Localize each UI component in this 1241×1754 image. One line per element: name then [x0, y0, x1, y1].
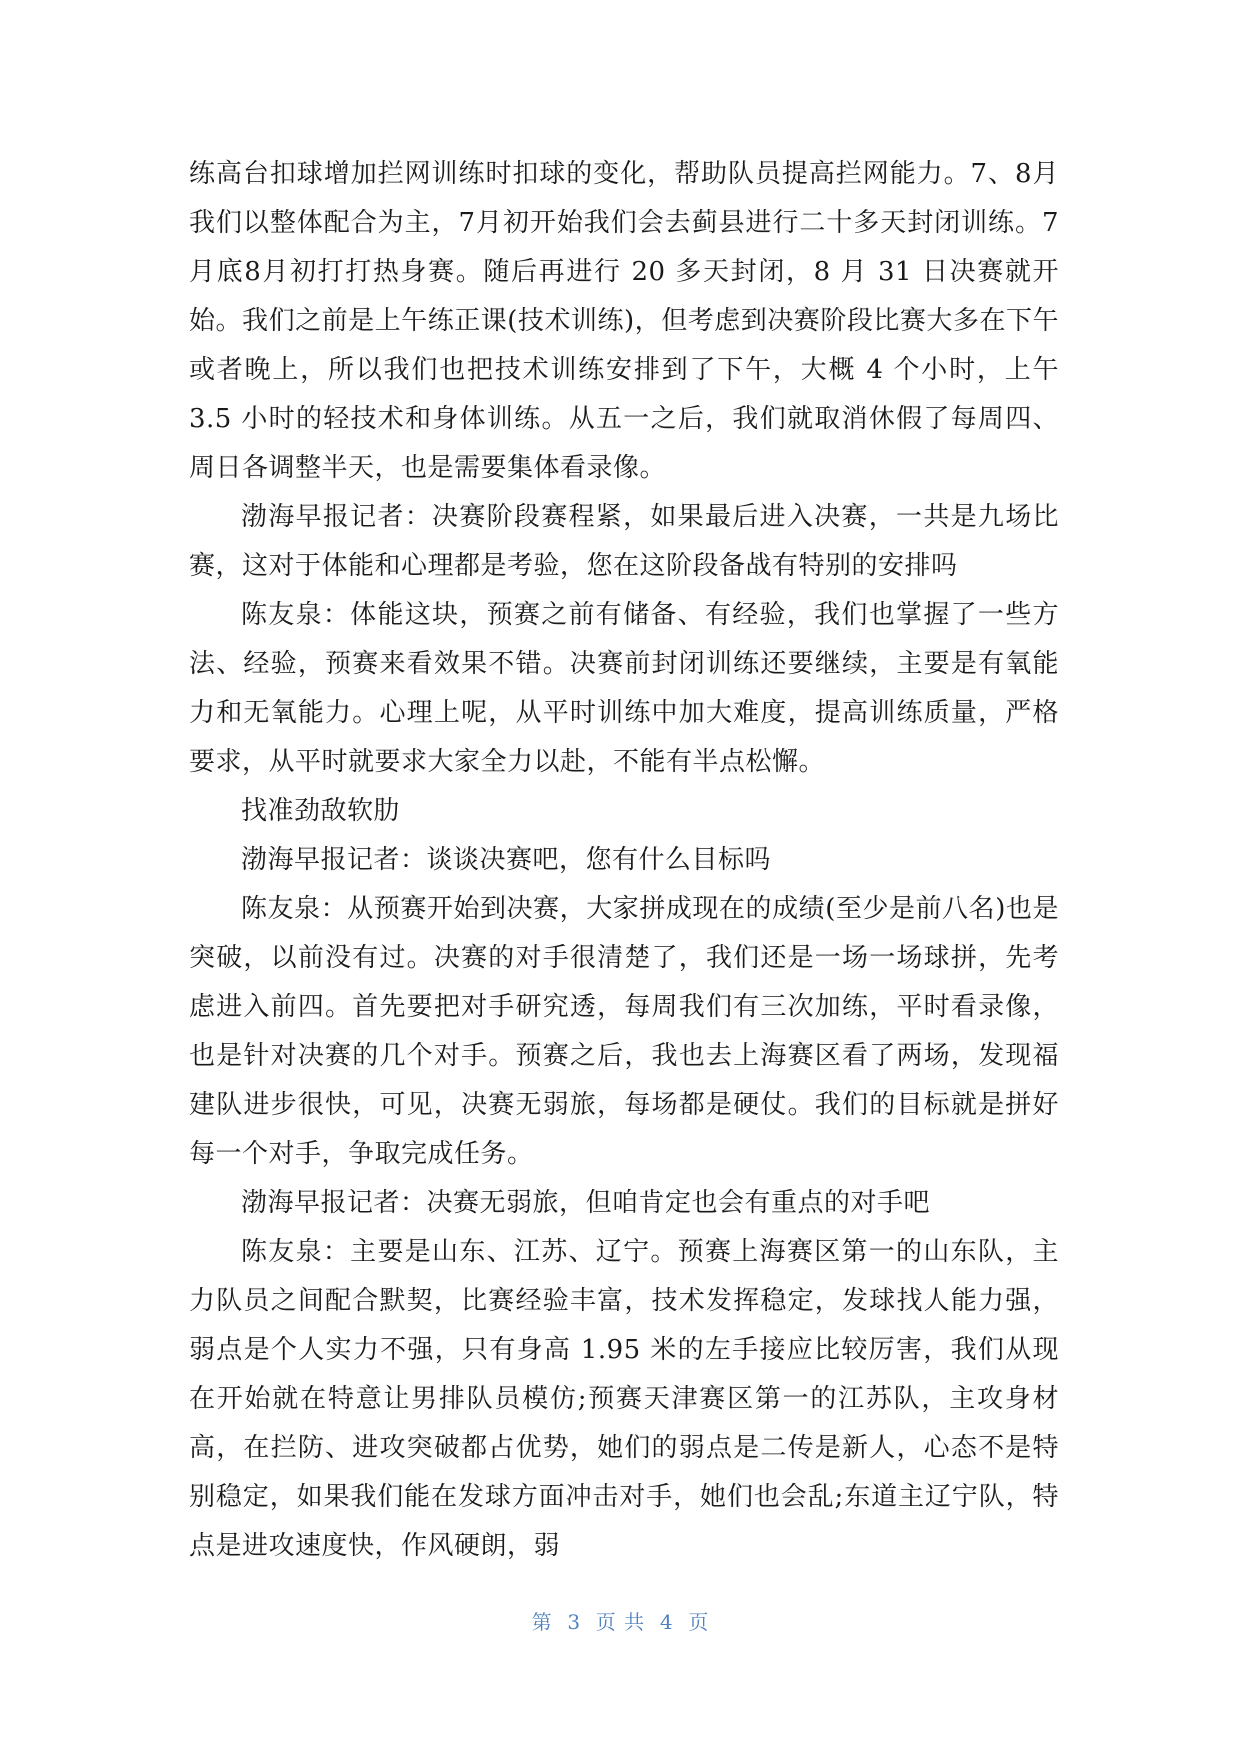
paragraph-reporter-question: 渤海早报记者：决赛无弱旅，但咱肯定也会有重点的对手吧	[241, 1188, 931, 1218]
document-body	[189, 150, 1068, 1571]
paragraph-reporter-question: 渤海早报记者：谈谈决赛吧，您有什么目标吗	[241, 845, 772, 875]
section-heading: 找准劲敌软肋	[241, 796, 401, 826]
page-number-footer: 第 3 页 共 4 页	[531, 1610, 710, 1634]
paragraph-coach-answer: 陈友泉：主要是山东、江苏、辽宁。预赛上海赛区第一的山东队，主力队员之间配合默契，比赛经验丰富，技术发挥稳定，发球找人能力强，弱点是个人实力不强，只有身高 1.95 米的左手接应比较厉害，我们从现在开始就在特意让男排队员模仿;预赛天津赛区第一的江苏队，主攻身材高，在拦防、进攻突破都占优势，她们的弱点是二传是新人，心态不是特别稳定，如果我们能在发球方面冲击对手，她们也会乱;东道主辽宁队，特点是进攻速度快，作风硬朗，弱	[189, 1237, 1059, 1561]
paragraph-reporter-question: 渤海早报记者：决赛阶段赛程紧，如果最后进入决赛，一共是九场比赛，这对于体能和心理都是考验，您在这阶段备战有特别的安排吗	[189, 502, 1059, 581]
paragraph-continuation: 练高台扣球增加拦网训练时扣球的变化，帮助队员提高拦网能力。7、8月我们以整体配合为主，7月初开始我们会去蓟县进行二十多天封闭训练。7月底8月初打打热身赛。随后再进行 20 多天封闭，8 月 31 日决赛就开始。我们之前是上午练正课(技术训练)，但考虑到决赛阶段比赛大多在下午或者晚上，所以我们也把技术训练安排到了下午，大概 4 个小时，上午 3.5 小时的轻技术和身体训练。从五一之后，我们就取消休假了每周四、周日各调整半天，也是需要集体看录像。	[189, 159, 1068, 483]
paragraph-coach-answer: 陈友泉：从预赛开始到决赛，大家拼成现在的成绩(至少是前八名)也是突破，以前没有过。决赛的对手很清楚了，我们还是一场一场球拼，先考虑进入前四。首先要把对手研究透，每周我们有三次加练，平时看录像，也是针对决赛的几个对手。预赛之后，我也去上海赛区看了两场，发现福建队进步很快，可见，决赛无弱旅，每场都是硬仗。我们的目标就是拼好每一个对手，争取完成任务。	[189, 894, 1059, 1169]
paragraph-coach-answer: 陈友泉：体能这块，预赛之前有储备、有经验，我们也掌握了一些方法、经验，预赛来看效果不错。决赛前封闭训练还要继续，主要是有氧能力和无氧能力。心理上呢，从平时训练中加大难度，提高训练质量，严格要求，从平时就要求大家全力以赴，不能有半点松懈。	[189, 600, 1059, 777]
